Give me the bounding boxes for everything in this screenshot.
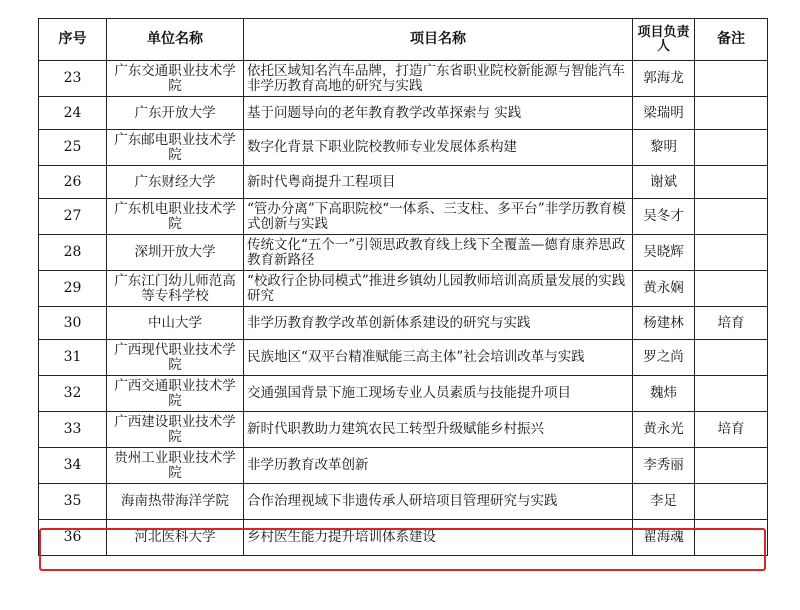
- cell-leader: 魏炜: [633, 376, 695, 412]
- cell-note: [695, 61, 768, 97]
- cell-project: 交通强国背景下施工现场专业人员素质与技能提升项目: [244, 376, 633, 412]
- table-row: [39, 199, 768, 235]
- cell-seq: 24: [39, 97, 107, 130]
- cell-note: [695, 130, 768, 166]
- cell-note: [695, 448, 768, 484]
- cell-project: 民族地区“双平台精准赋能三高主体”社会培训改革与实践: [244, 340, 633, 376]
- cell-seq: 36: [39, 520, 107, 556]
- table-row: [39, 97, 768, 130]
- table-row: [39, 166, 768, 199]
- cell-seq: 25: [39, 130, 107, 166]
- cell-leader: 谢斌: [633, 166, 695, 199]
- cell-unit: 贵州工业职业技术学院: [107, 448, 244, 484]
- cell-leader: 黄永光: [633, 412, 695, 448]
- cell-seq: 27: [39, 199, 107, 235]
- table-row: [39, 271, 768, 307]
- cell-leader: 罗之尚: [633, 340, 695, 376]
- cell-leader: 李足: [633, 484, 695, 520]
- cell-project: 合作治理视域下非遗传承人研培项目管理研究与实践: [244, 484, 633, 520]
- cell-leader: 杨建林: [633, 307, 695, 340]
- table-row: [39, 61, 768, 97]
- cell-unit: 广东邮电职业技术学院: [107, 130, 244, 166]
- cell-unit: 广东交通职业技术学院: [107, 61, 244, 97]
- cell-note: [695, 199, 768, 235]
- table-header-row: [39, 19, 768, 61]
- table-row: [39, 130, 768, 166]
- table-row: [39, 520, 768, 556]
- cell-unit: 广西建设职业技术学院: [107, 412, 244, 448]
- cell-leader: 黎明: [633, 130, 695, 166]
- table-row: [39, 376, 768, 412]
- cell-unit: 中山大学: [107, 307, 244, 340]
- cell-unit: 广东开放大学: [107, 97, 244, 130]
- cell-note: 培育: [695, 412, 768, 448]
- cell-project: 数字化背景下职业院校教师专业发展体系构建: [244, 130, 633, 166]
- header-note: 备注: [695, 19, 768, 61]
- cell-leader: 李秀丽: [633, 448, 695, 484]
- cell-leader: 郭海龙: [633, 61, 695, 97]
- table-row-highlighted: [39, 484, 768, 520]
- cell-leader: 梁瑞明: [633, 97, 695, 130]
- cell-unit: 广西现代职业技术学院: [107, 340, 244, 376]
- cell-project: 非学历教育改革创新: [244, 448, 633, 484]
- cell-note: [695, 484, 768, 520]
- table-row: [39, 235, 768, 271]
- cell-note: [695, 97, 768, 130]
- cell-seq: 31: [39, 340, 107, 376]
- cell-unit: 海南热带海洋学院: [107, 484, 244, 520]
- cell-project: 乡村医生能力提升培训体系建设: [244, 520, 633, 556]
- cell-unit: 广东江门幼儿师范高等专科学校: [107, 271, 244, 307]
- cell-seq: 28: [39, 235, 107, 271]
- cell-unit: 深圳开放大学: [107, 235, 244, 271]
- cell-seq: 33: [39, 412, 107, 448]
- cell-note: [695, 235, 768, 271]
- header-leader: 项目负责人: [633, 19, 695, 61]
- cell-leader: 吴冬才: [633, 199, 695, 235]
- cell-seq: 34: [39, 448, 107, 484]
- cell-seq: 26: [39, 166, 107, 199]
- header-project: 项目名称: [244, 19, 633, 61]
- cell-leader: 黄永娴: [633, 271, 695, 307]
- cell-seq: 35: [39, 484, 107, 520]
- cell-unit: 河北医科大学: [107, 520, 244, 556]
- cell-leader: 翟海魂: [633, 520, 695, 556]
- cell-note: [695, 376, 768, 412]
- header-seq: 序号: [39, 19, 107, 61]
- cell-project: 非学历教育教学改革创新体系建设的研究与实践: [244, 307, 633, 340]
- cell-project: 基于问题导向的老年教育教学改革探索与 实践: [244, 97, 633, 130]
- cell-project: 传统文化“五个一”引领思政教育线上线下全覆盖—德育康养思政教育新路径: [244, 235, 633, 271]
- cell-unit: 广西交通职业技术学院: [107, 376, 244, 412]
- cell-note: 培育: [695, 307, 768, 340]
- cell-note: [695, 166, 768, 199]
- document-table-wrapper: [38, 18, 767, 556]
- cell-unit: 广东财经大学: [107, 166, 244, 199]
- cell-seq: 30: [39, 307, 107, 340]
- cell-note: [695, 271, 768, 307]
- table-row: [39, 307, 768, 340]
- cell-project: “管办分离”下高职院校“一体系、三支柱、多平台”非学历教育模式创新与实践: [244, 199, 633, 235]
- table-row: [39, 340, 768, 376]
- cell-seq: 29: [39, 271, 107, 307]
- cell-note: [695, 340, 768, 376]
- cell-project: “校政行企协同模式”推进乡镇幼儿园教师培训高质量发展的实践研究: [244, 271, 633, 307]
- cell-leader: 吴晓辉: [633, 235, 695, 271]
- table-row: [39, 448, 768, 484]
- table-row: [39, 412, 768, 448]
- cell-note: [695, 520, 768, 556]
- cell-project: 新时代粤商提升工程项目: [244, 166, 633, 199]
- cell-project: 依托区域知名汽车品牌，打造广东省职业院校新能源与智能汽车非学历教育高地的研究与实践: [244, 61, 633, 97]
- header-unit: 单位名称: [107, 19, 244, 61]
- project-table: [38, 18, 768, 556]
- cell-seq: 32: [39, 376, 107, 412]
- cell-unit: 广东机电职业技术学院: [107, 199, 244, 235]
- cell-project: 新时代职教助力建筑农民工转型升级赋能乡村振兴: [244, 412, 633, 448]
- cell-seq: 23: [39, 61, 107, 97]
